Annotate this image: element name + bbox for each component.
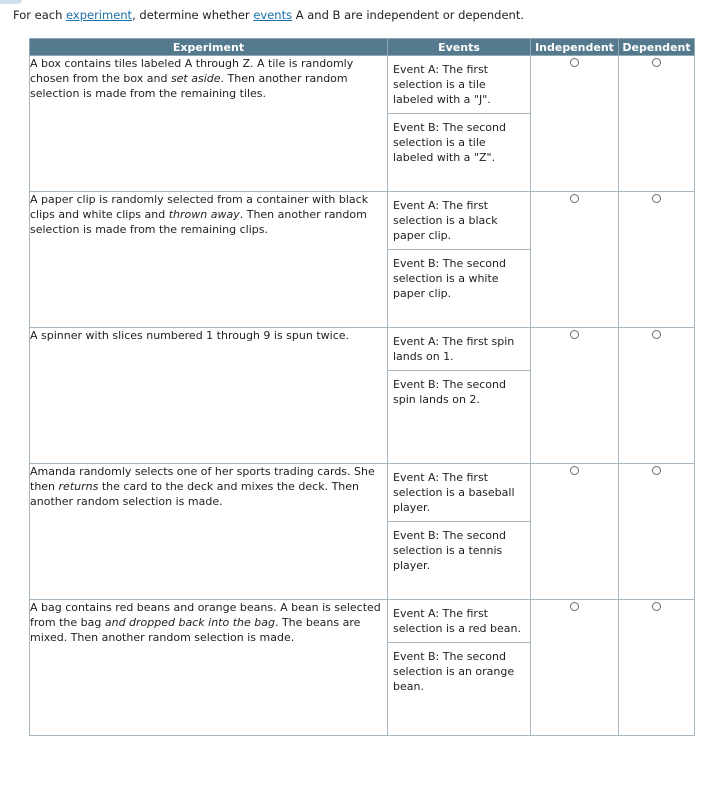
experiment-emphasis: returns (58, 480, 99, 493)
independent-radio[interactable] (570, 466, 579, 475)
instructions-prefix: For each (13, 8, 67, 22)
dependent-cell (619, 192, 695, 328)
experiment-emphasis: thrown away (168, 208, 240, 221)
independent-radio[interactable] (570, 602, 579, 611)
dependent-radio[interactable] (652, 602, 661, 611)
independent-cell (531, 56, 619, 192)
experiment-text: A paper clip is randomly selected from a container with black clips and white clips and (30, 193, 369, 221)
events-cell (388, 56, 531, 192)
event-a: Event A: The first spin lands on 1. (388, 328, 530, 371)
instructions-suffix: A and B are independent or dependent. (292, 8, 524, 22)
dependent-radio[interactable] (652, 466, 661, 475)
corner-tab (0, 0, 22, 4)
table-row (30, 464, 695, 600)
table-row (30, 192, 695, 328)
header-dependent: Dependent (619, 39, 695, 56)
experiment-cell (30, 56, 388, 192)
experiment-cell (30, 192, 388, 328)
experiment-cell (30, 600, 388, 736)
independent-radio[interactable] (570, 58, 579, 67)
dependent-cell (619, 328, 695, 464)
experiment-text-end: . The beans are mixed. Then another random selection is made. (30, 616, 361, 644)
experiment-emphasis: and dropped back into the bag (104, 616, 275, 629)
experiment-text: A spinner with slices numbered 1 through 9 is spun twice. (30, 329, 349, 342)
event-a: Event A: The first selection is a black paper clip. (388, 192, 530, 250)
dependent-radio[interactable] (652, 330, 661, 339)
dependent-radio[interactable] (652, 194, 661, 203)
header-events: Events (388, 39, 531, 56)
event-a: Event A: The first selection is a red bean. (388, 600, 530, 643)
experiment-link[interactable]: experiment (66, 8, 133, 22)
independent-cell (531, 192, 619, 328)
event-a: Event A: The first selection is a tile labeled with a "J". (388, 56, 530, 114)
experiment-emphasis: set aside (170, 72, 221, 85)
instructions-middle: , determine whether (132, 8, 254, 22)
header-independent: Independent (531, 39, 619, 56)
independent-cell (531, 328, 619, 464)
independent-cell (531, 600, 619, 736)
events-cell (388, 464, 531, 600)
experiment-cell (30, 328, 388, 464)
dependent-radio[interactable] (652, 58, 661, 67)
instructions (13, 8, 524, 22)
dependent-cell (619, 600, 695, 736)
independent-radio[interactable] (570, 330, 579, 339)
experiment-text: A box contains tiles labeled A through Z. A tile is randomly chosen from the box and (30, 57, 354, 85)
event-b: Event B: The second selection is an orange bean. (393, 650, 515, 693)
table-row (30, 600, 695, 736)
events-cell (388, 328, 531, 464)
experiment-text-end: . Then another random selection is made from the remaining clips. (30, 208, 367, 236)
dependent-cell (619, 56, 695, 192)
experiment-text: A bag contains red beans and orange beans. A bean is selected from the bag (30, 601, 381, 629)
experiment-text: Amanda randomly selects one of her sports trading cards. She then (30, 465, 375, 493)
event-b: Event B: The second spin lands on 2. (393, 378, 506, 406)
independent-cell (531, 464, 619, 600)
independent-radio[interactable] (570, 194, 579, 203)
events-link[interactable]: events (253, 8, 293, 22)
event-b: Event B: The second selection is a white paper clip. (393, 257, 506, 300)
event-a: Event A: The first selection is a baseball player. (388, 464, 530, 522)
experiment-text-end: the card to the deck and mixes the deck. Then another random selection is made. (30, 480, 360, 508)
experiment-text-end: . Then another random selection is made from the remaining tiles. (30, 72, 348, 100)
events-cell (388, 192, 531, 328)
dependent-cell (619, 464, 695, 600)
event-b: Event B: The second selection is a tennis player. (393, 529, 506, 572)
header-experiment: Experiment (30, 39, 388, 56)
events-cell (388, 600, 531, 736)
event-b: Event B: The second selection is a tile labeled with a "Z". (393, 121, 506, 164)
experiment-cell (30, 464, 388, 600)
table-row (30, 56, 695, 192)
table-row (30, 328, 695, 464)
independence-table (29, 38, 695, 736)
